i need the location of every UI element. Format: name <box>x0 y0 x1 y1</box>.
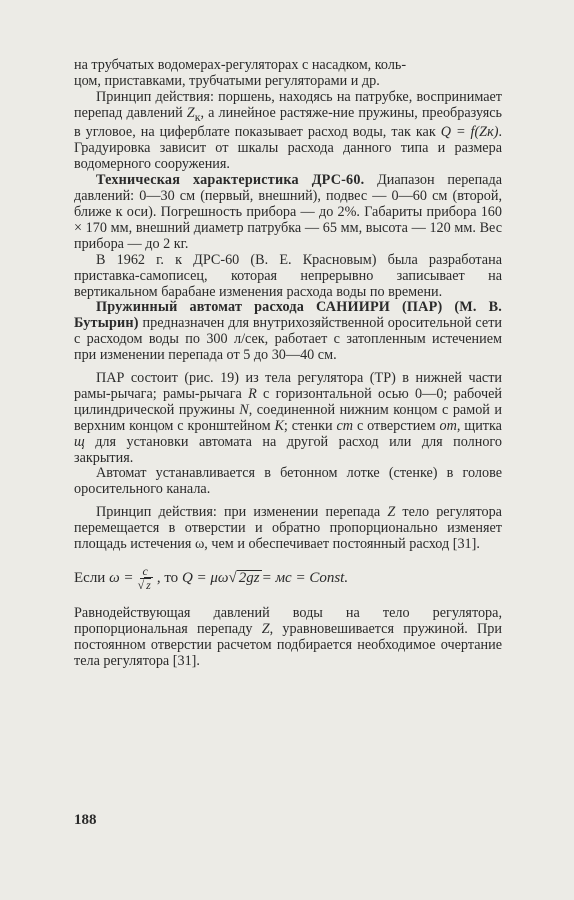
paragraph-par <box>74 300 502 364</box>
symbol: ст <box>336 417 354 434</box>
symbol: от <box>439 417 457 434</box>
text: , уравновешивается пружиной. При постоянном отверстии расчетом подбирается необходимое очертание тела регулятора [31]. <box>74 620 502 669</box>
text: Диапазон перепада давлений: 0—30 см (первый, внешний), подвес — 0—60 см (второй, ближе к оси). Погрешность прибора — до 2%. Габариты прибора 160 × 170 мм, внешний диаметр патрубка — 65 мм, высота — 120 мм. Вес прибора — до 2 кг. <box>74 172 502 252</box>
paragraph-recorder <box>74 253 502 301</box>
fraction-denominator: √ z <box>137 578 151 593</box>
text: ; стенки <box>283 417 337 434</box>
paragraph-composition <box>74 371 502 466</box>
text: для установки автомата на другой расход или для полного закрытия. <box>74 433 502 466</box>
paragraph-installation <box>74 466 502 498</box>
formula-part: Q = μω <box>181 569 229 586</box>
text: Равнодействующая давлений воды на тело регулятора, пропорциональная перепаду <box>74 605 502 637</box>
radicand: z <box>146 578 151 593</box>
symbol: Z <box>387 504 396 521</box>
text: . Градуировка зависит от шкалы расхода данного типа и размера водомерного сооружения. <box>74 124 502 173</box>
inline-formula: Q = f(Zк) <box>440 124 499 141</box>
text: с отверстием <box>353 417 440 434</box>
symbol: R <box>248 385 257 402</box>
section-heading: Техническая характеристика ДРС-60. <box>96 172 365 189</box>
body-text <box>74 58 502 670</box>
formula-word: Если <box>74 569 106 586</box>
text: тело регулятора перемещается в отверстии и обратно пропорционально изменяет площадь истечения ω, чем и обеспечивает постоянный расход [31]. <box>74 504 502 553</box>
symbol: щ <box>74 433 85 450</box>
text: , а линейное растяже-ние пружины, преобразуясь в угловое, на циферблате показывает расход воды, так как <box>74 104 502 141</box>
text: Принцип действия: поршень, находясь на патрубке, воспринимает перепад давлений <box>74 88 502 121</box>
section-heading: Пружинный автомат расхода САНИИРИ (ПАР) (М. В. Бутырин) <box>74 299 502 332</box>
subscript: к <box>194 109 201 124</box>
fraction <box>138 565 153 592</box>
text: В 1962 г. к ДРС-60 (В. Е. Красновым) была разработана приставка-самописец, которая непрерывно записывает на вертикальном барабане изменения расхода воды по времени. <box>74 251 502 300</box>
text: Принцип действия: при изменении перепада <box>96 504 388 521</box>
line: на трубчатых водомерах-регуляторах с насадком, коль- <box>74 57 407 73</box>
radicand: 2gz <box>238 570 260 587</box>
line: цом, приставками, трубчатыми регуляторами и др. <box>74 72 380 89</box>
formula-part: = мс = Const. <box>261 569 349 586</box>
formula-word: , то <box>156 569 179 586</box>
formula-part: ω = <box>109 569 134 586</box>
text: предназначен для внутрихозяйственной оросительной сети с расходом воды по 300 л/сек, работает с затопленным истечением при изменении перепада от 5 до 30—40 см. <box>74 315 502 364</box>
paragraph-principle-2 <box>74 505 502 553</box>
symbol: Z <box>261 620 270 637</box>
text: ПАР состоит (рис. 19) из тела регулятора (ТР) в нижней части рамы-рычага; рамы-рычага <box>74 370 502 402</box>
display-formula: Если ω = $\frac{c}{√ z}$ , то Q = μω √ 2gz = мс = Const. <box>74 564 349 593</box>
text: , соединенной нижним концом с рамой и верхним концом с кронштейном <box>74 401 502 434</box>
symbol: Z <box>186 104 195 121</box>
fraction-numerator: c <box>140 565 151 579</box>
text: Автомат устанавливается в бетонном лотке (стенке) в голове оросительного канала. <box>74 465 502 498</box>
paragraph-specs <box>74 173 502 253</box>
symbol: К <box>274 417 284 434</box>
paragraph-resultant <box>74 606 502 670</box>
paragraph-principle <box>74 90 502 173</box>
text: , щитка <box>456 417 502 434</box>
page-number: 188 <box>74 812 97 828</box>
symbol: N <box>239 401 249 418</box>
paragraph-1 <box>74 58 502 90</box>
text: с горизонтальной осью 0—0; рабочей цилиндрической пружины <box>74 385 502 418</box>
